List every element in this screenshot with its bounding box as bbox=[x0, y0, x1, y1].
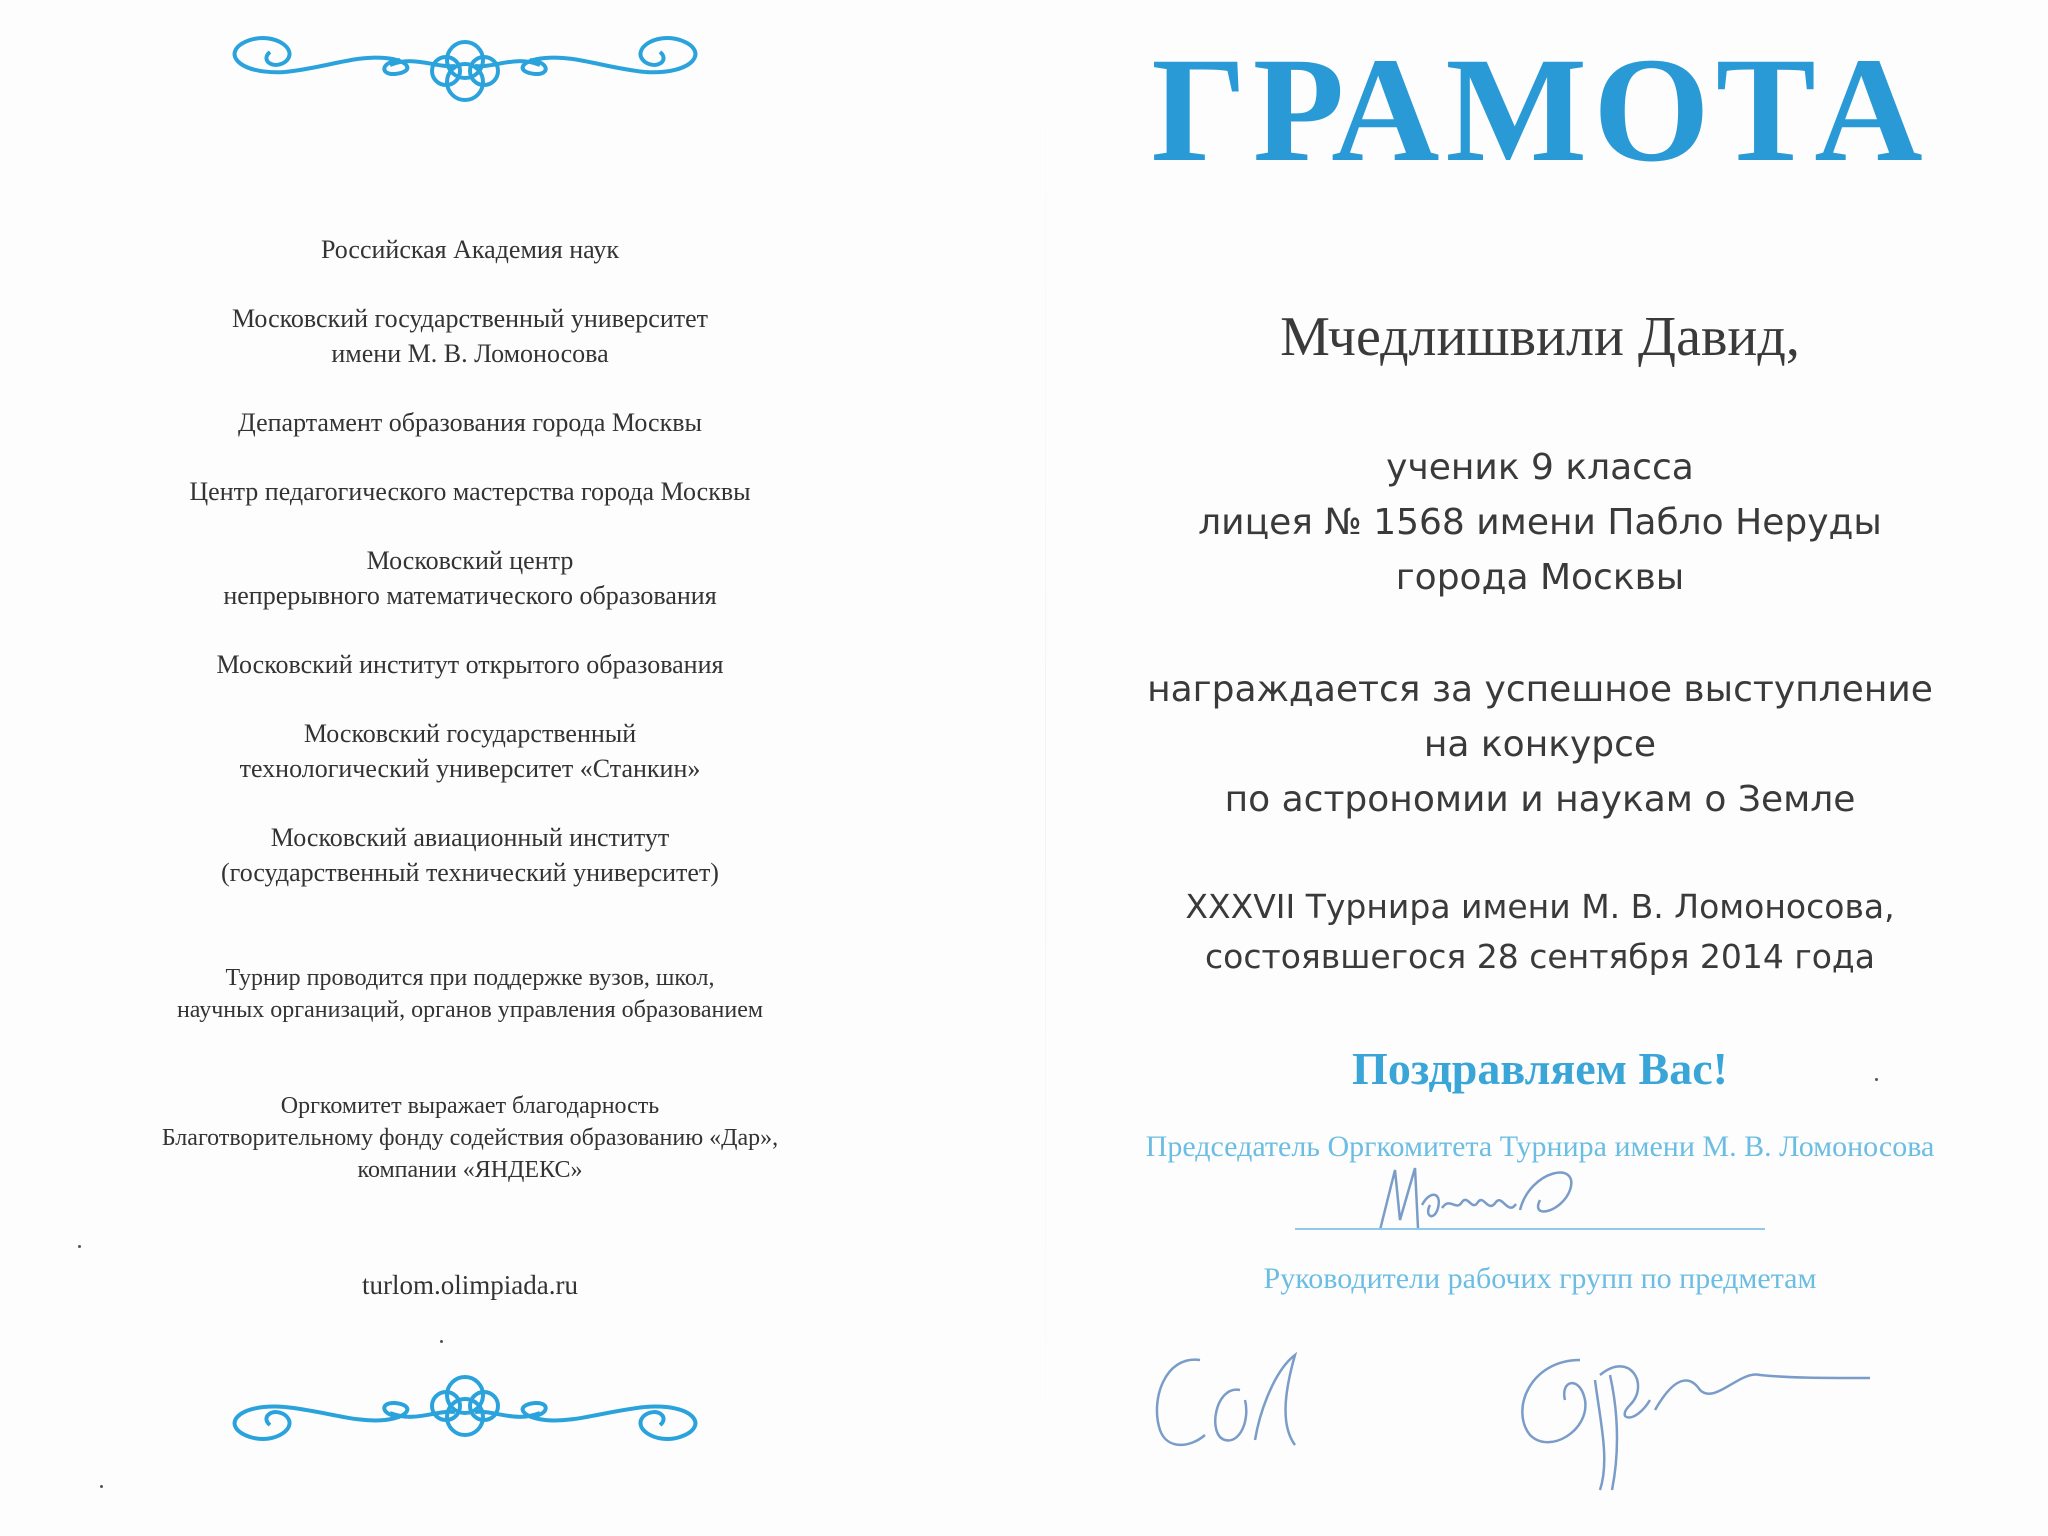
org-line: (государственный технический университет) bbox=[221, 858, 719, 887]
student-line: города Москвы bbox=[1395, 557, 1685, 598]
org-item bbox=[60, 820, 880, 890]
org-line: Московский центр bbox=[366, 546, 574, 575]
top-ornament bbox=[215, 10, 715, 120]
thanks-line: компании «ЯНДЕКС» bbox=[357, 1157, 583, 1183]
org-line: непрерывного математического образования bbox=[223, 581, 717, 610]
org-item bbox=[60, 232, 880, 267]
fold-line bbox=[1045, 0, 1046, 1536]
support-line: Турнир проводится при поддержке вузов, школ, bbox=[225, 965, 715, 991]
org-line: имени М. В. Ломоносова bbox=[331, 339, 609, 368]
speck bbox=[78, 1245, 81, 1248]
thanks-line: Благотворительному фонду содействия образованию «Дар», bbox=[161, 1125, 779, 1151]
organizations-list bbox=[60, 232, 880, 924]
org-line: технологический университет «Станкин» bbox=[239, 754, 701, 783]
leader-signature-2 bbox=[1500, 1330, 1880, 1500]
org-item bbox=[60, 474, 880, 509]
speck bbox=[1875, 1078, 1878, 1081]
leaders-caption: Руководители рабочих групп по предметам bbox=[1263, 1262, 1817, 1295]
org-line: Московский государственный bbox=[303, 719, 637, 748]
leader-signature-1 bbox=[1145, 1340, 1345, 1460]
chairman-signature bbox=[1360, 1150, 1620, 1240]
org-item bbox=[60, 405, 880, 440]
award-line: по астрономии и наукам о Земле bbox=[1224, 779, 1856, 820]
certificate-title: ГРАМОТА bbox=[1151, 27, 1929, 193]
recipient-name: Мчедлишвили Давид, bbox=[1280, 306, 1800, 368]
congratulations: Поздравляем Вас! bbox=[1352, 1043, 1728, 1094]
student-info bbox=[1060, 440, 2020, 605]
thanks-line: Оргкомитет выражает благодарность bbox=[280, 1093, 660, 1119]
award-line: награждается за успешное выступление bbox=[1147, 669, 1933, 710]
tournament-line: состоявшегося 28 сентября 2014 года bbox=[1205, 937, 1875, 976]
org-item bbox=[60, 301, 880, 371]
support-line: научных организаций, органов управления образованием bbox=[176, 997, 764, 1023]
award-text bbox=[1060, 662, 2020, 827]
org-line: Департамент образования города Москвы bbox=[238, 408, 702, 437]
org-line: Московский государственный университет bbox=[231, 304, 709, 333]
award-line: на конкурсе bbox=[1423, 724, 1657, 765]
org-item bbox=[60, 543, 880, 613]
org-line: Центр педагогического мастерства города Москвы bbox=[189, 477, 751, 506]
org-item bbox=[60, 716, 880, 786]
student-line: лицея № 1568 имени Пабло Неруды bbox=[1198, 502, 1882, 543]
support-note bbox=[60, 962, 880, 1026]
org-line: Московский авиационный институт bbox=[270, 823, 670, 852]
thanks-note bbox=[60, 1090, 880, 1186]
right-panel bbox=[1060, 0, 2020, 1536]
website-link[interactable]: turlom.olimpiada.ru bbox=[362, 1270, 578, 1300]
chairman-caption: Председатель Оргкомитета Турнира имени М. В. Ломоносова bbox=[1145, 1130, 1935, 1163]
org-line: Российская Академия наук bbox=[320, 235, 620, 264]
speck bbox=[440, 1340, 443, 1343]
left-panel bbox=[60, 0, 880, 1536]
tournament-info bbox=[1060, 882, 2020, 982]
student-line: ученик 9 класса bbox=[1386, 447, 1694, 488]
signature-line bbox=[1295, 1228, 1765, 1230]
speck bbox=[100, 1485, 103, 1488]
bottom-ornament bbox=[215, 1355, 715, 1465]
org-line: Московский институт открытого образования bbox=[216, 650, 724, 679]
tournament-line: XXXVII Турнира имени М. В. Ломоносова, bbox=[1185, 887, 1895, 926]
org-item bbox=[60, 647, 880, 682]
